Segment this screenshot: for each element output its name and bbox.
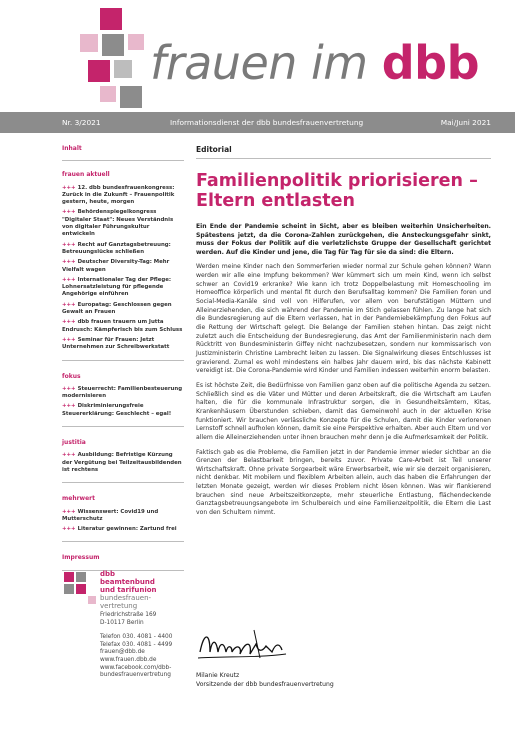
toc-marker: +++ — [62, 241, 76, 248]
address-line: Friedrichstraße 169 — [100, 612, 157, 618]
toc-marker: +++ — [62, 276, 76, 283]
masthead-title — [150, 36, 479, 90]
kicker-rule — [196, 158, 491, 159]
toc-section-heading: frauen aktuell — [62, 171, 110, 179]
logo-square — [76, 572, 86, 582]
toc-item-label: Europatag: Geschlossen gegen Gewalt an Frauen — [62, 301, 172, 316]
toc-item-label: Internationaler Tag der Pflege: Lohnersatzleistung für pflegende Angehörige einführen — [62, 276, 172, 298]
header-band — [0, 112, 515, 133]
article-lead: Ein Ende der Pandemie scheint in Sicht, aber es bleiben weiterhin Unsicherheiten. Spätestens jetzt, da die Corona-Zahlen zurückgehen, die Ansteckungsgefahr sinkt, muss der Fokus der Politik auf die verletzlichste Gruppe der Gesellschaft gerichtet werden. Auf die Kinder und jene, die Tag für Tag für sie da sind: die Eltern. — [196, 223, 491, 256]
toc-item[interactable] — [62, 319, 184, 334]
toc-item-label: Diskriminierungsfreie Steuererklärung: Geschlecht – egal! — [62, 403, 172, 417]
email-link[interactable]: frauen@dbb.de — [100, 649, 145, 656]
toc-item[interactable] — [62, 509, 184, 524]
toc-item-label: Seminar für Frauen: Jetzt Unternehmen zur Schreibwerkstatt — [62, 336, 170, 351]
toc-section-heading: mehrwert — [62, 495, 95, 503]
article-paragraph: Werden meine Kinder nach den Sommerferien wieder normal zur Schule gehen können? Wann werden wir alle eine Impfung bekommen? Wer kümmert sich um mein Kind, wenn ich selbst schwer an Covid19 erkranke? Wie kann ich trotz Doppelbelastung mit Homeschooling im Homeoffice körperlich und mental fit durch den Berufsalltag kommen? Die Familien foren und Social-Media-Kanäle sind voll von Hilferufen, vor allem von berufstätigen Müttern und Alleinerziehenden, die sich während der Pandemie im Stich gelassen fühlen. Zu lange hat sich die Bundesregierung auf die Eltern verlassen, hat in der Pandemiebekämpfung den Fokus auf die Rettung der Wirtschaft gelegt. Die Belange der Familien stehen hintan. Das zeigt nicht zuletzt auch die Entscheidung der Bundesregierung, das Amt der Familienministerin nach dem Rücktritt von Bundesministerin Giffey nicht nachzubesetzen, sondern nur kommissarisch von Justizministerin Christine Lambrecht leiten zu lassen. Die Signalwirkung dieses Entschlusses ist gravierend. Zumal es wohl mindestens ein halbes Jahr dauern wird, bis das nächste Kabinett vereidigt ist. Die Corona-Pandemie wird Kinder und Familien indessen weiterhin enorm belasten. — [196, 263, 491, 375]
toc-section-heading: fokus — [62, 372, 81, 380]
logo-line: dbb — [100, 570, 116, 578]
toc-item[interactable] — [62, 452, 184, 474]
address-spacer — [100, 627, 172, 634]
toc-separator — [62, 426, 184, 427]
toc-marker: +++ — [62, 336, 76, 343]
signature-name: Milanie Kreutz — [196, 672, 240, 679]
table-of-contents — [62, 145, 184, 571]
toc-item[interactable] — [62, 526, 184, 533]
toc-item[interactable] — [62, 209, 184, 238]
article-headline — [196, 171, 491, 211]
facebook-link-cont[interactable]: bundesfrauenvertretung — [100, 672, 171, 679]
logo-square — [88, 596, 96, 604]
masthead-title-part1: frauen im — [150, 36, 382, 90]
toc-marker: +++ — [62, 259, 76, 266]
toc-item-label: Deutscher Diversity-Tag: Mehr Vielfalt wagen — [62, 259, 170, 273]
toc-marker: +++ — [62, 508, 76, 515]
logo-line: bundesfrauen- — [100, 594, 152, 602]
toc-separator — [62, 482, 184, 483]
logo-line: beamtenbund — [100, 578, 155, 586]
issue-date: Mai/Juni 2021 — [440, 118, 491, 127]
toc-marker: +++ — [62, 403, 76, 410]
toc-separator — [62, 360, 184, 361]
editorial-article — [196, 145, 491, 518]
article-paragraph: Faktisch gab es die Probleme, die Familien jetzt in der Pandemie immer wieder sichtbar an die Grenzen der Belastbarkeit bringen, bereits zuvor. Private Care-Arbeit ist Teil unserer Wirtschaftskraft. Ohne private Sorgearbeit wäre Erwerbsarbeit, wie wir sie derzeit organisieren, nicht denkbar. Mit mobilem und flexiblem Arbeiten allein, auch das haben die Erfahrungen der letzten Monate gezeigt, werden wir dieses Problem nicht lösen können. Was wir flankierend brauchen sind neue Arbeitszeitkonzepte, mehr steuerliche Entlastung, flächendeckende Ganztagsbetreuungsangebote im Schulbereich und eine Familienzeitpolitik, die Eltern die Last von den Schultern nimmt. — [196, 448, 491, 517]
toc-item[interactable] — [62, 302, 184, 317]
signature-block — [196, 671, 334, 689]
toc-marker: +++ — [62, 301, 76, 308]
toc-item-label: Wissenswert: Covid19 und Mutterschutz — [62, 508, 159, 522]
toc-marker: +++ — [62, 526, 76, 533]
toc-sections — [62, 171, 184, 542]
toc-item[interactable] — [62, 185, 184, 207]
toc-marker: +++ — [62, 319, 76, 326]
toc-impressum-label: Impressum — [62, 554, 100, 562]
toc-item-label: Recht auf Ganztagsbetreuung: Betreuungslücke schließen — [62, 241, 171, 255]
address-line: D-10117 Berlin — [100, 619, 144, 626]
toc-item-label: Behördenspiegelkongress "Digitaler Staat": Neues Verständnis von digitaler Führungskultur entwickeln — [62, 209, 174, 238]
article-paragraph: Es ist höchste Zeit, die Bedürfnisse von Familien ganz oben auf die politische Agenda zu setzen. Schließlich sind es die Väter und Mütter und deren Arbeitskraft, die die Wirtschaft am Laufen halten, die für die kommunale Infrastruktur sorgen, die in Gesundheitsämtern, Kitas, Krankenhäusern Überstunden schieben, damit das Gemeinwohl auch in der aktuellen Krise funktioniert. Wir brauchen verlässliche Konzepte für die Schulen, damit die Kinder verlorenen Lernstoff schnell aufholen können, damit sie eine Perspektive erhalten. Aber auch Eltern und vor allem die Alleinerziehenden unter ihnen brauchen mehr denn je die Aufmerksamkeit der Politik. — [196, 381, 491, 441]
headline-line: Eltern entlasten — [196, 191, 355, 211]
toc-separator — [62, 160, 184, 161]
toc-item[interactable] — [62, 277, 184, 299]
toc-inhalt-label: Inhalt — [62, 145, 82, 152]
toc-item-label: Steuerrecht: Familienbesteuerung modernisieren — [62, 385, 183, 400]
toc-item-label: Literatur gewinnen: Zartund frei — [77, 526, 177, 533]
fax-line: Telefax 030. 4081 - 4499 — [100, 641, 173, 648]
logo-square — [76, 584, 86, 594]
logo-square — [64, 572, 74, 582]
toc-item[interactable] — [62, 242, 184, 257]
phone-line: Telefon 030. 4081 - 4400 — [100, 634, 173, 641]
logo-line: und tarifunion — [100, 586, 157, 594]
toc-item-label: 12. dbb bundesfrauenkongress: Zurück in die Zukunft – Frauenpolitik gestern, heute, morgen — [62, 184, 175, 206]
toc-item[interactable] — [62, 403, 184, 418]
article-body — [196, 263, 491, 517]
band-subtitle: Informationsdienst der dbb bundesfrauenvertretung — [170, 118, 364, 127]
facebook-link[interactable]: www.facebook.com/dbb- — [100, 664, 172, 671]
contact-address — [100, 612, 172, 680]
logo-text — [100, 570, 157, 610]
masthead-title-part2: dbb — [381, 36, 480, 90]
logo-square — [64, 584, 74, 594]
masthead-squares-graphic — [80, 8, 150, 113]
toc-item[interactable] — [62, 337, 184, 352]
toc-marker: +++ — [62, 452, 76, 459]
toc-item-label: Ausbildung: Befristige Kürzung der Vergütung bei Teilzeitausbildenden ist rechtens — [62, 452, 182, 473]
toc-item-label: dbb frauen trauern um Jutta Endrusch: Kämpferisch bis zum Schluss — [62, 319, 183, 333]
toc-section-heading: justitia — [62, 439, 86, 447]
toc-item[interactable] — [62, 259, 184, 274]
signature-role: Vorsitzende der dbb bundesfrauenvertretung — [196, 681, 334, 688]
handwritten-signature — [196, 622, 291, 668]
headline-line: Familienpolitik priorisieren – — [196, 171, 478, 191]
toc-marker: +++ — [62, 209, 76, 216]
website-link[interactable]: www.frauen.dbb.de — [100, 656, 157, 663]
toc-marker: +++ — [62, 184, 76, 191]
toc-separator — [62, 541, 184, 542]
article-kicker: Editorial — [196, 145, 232, 154]
toc-marker: +++ — [62, 385, 76, 392]
logo-line: vertretung — [100, 602, 138, 610]
toc-item[interactable] — [62, 386, 184, 401]
issue-number: Nr. 3/2021 — [62, 118, 101, 127]
